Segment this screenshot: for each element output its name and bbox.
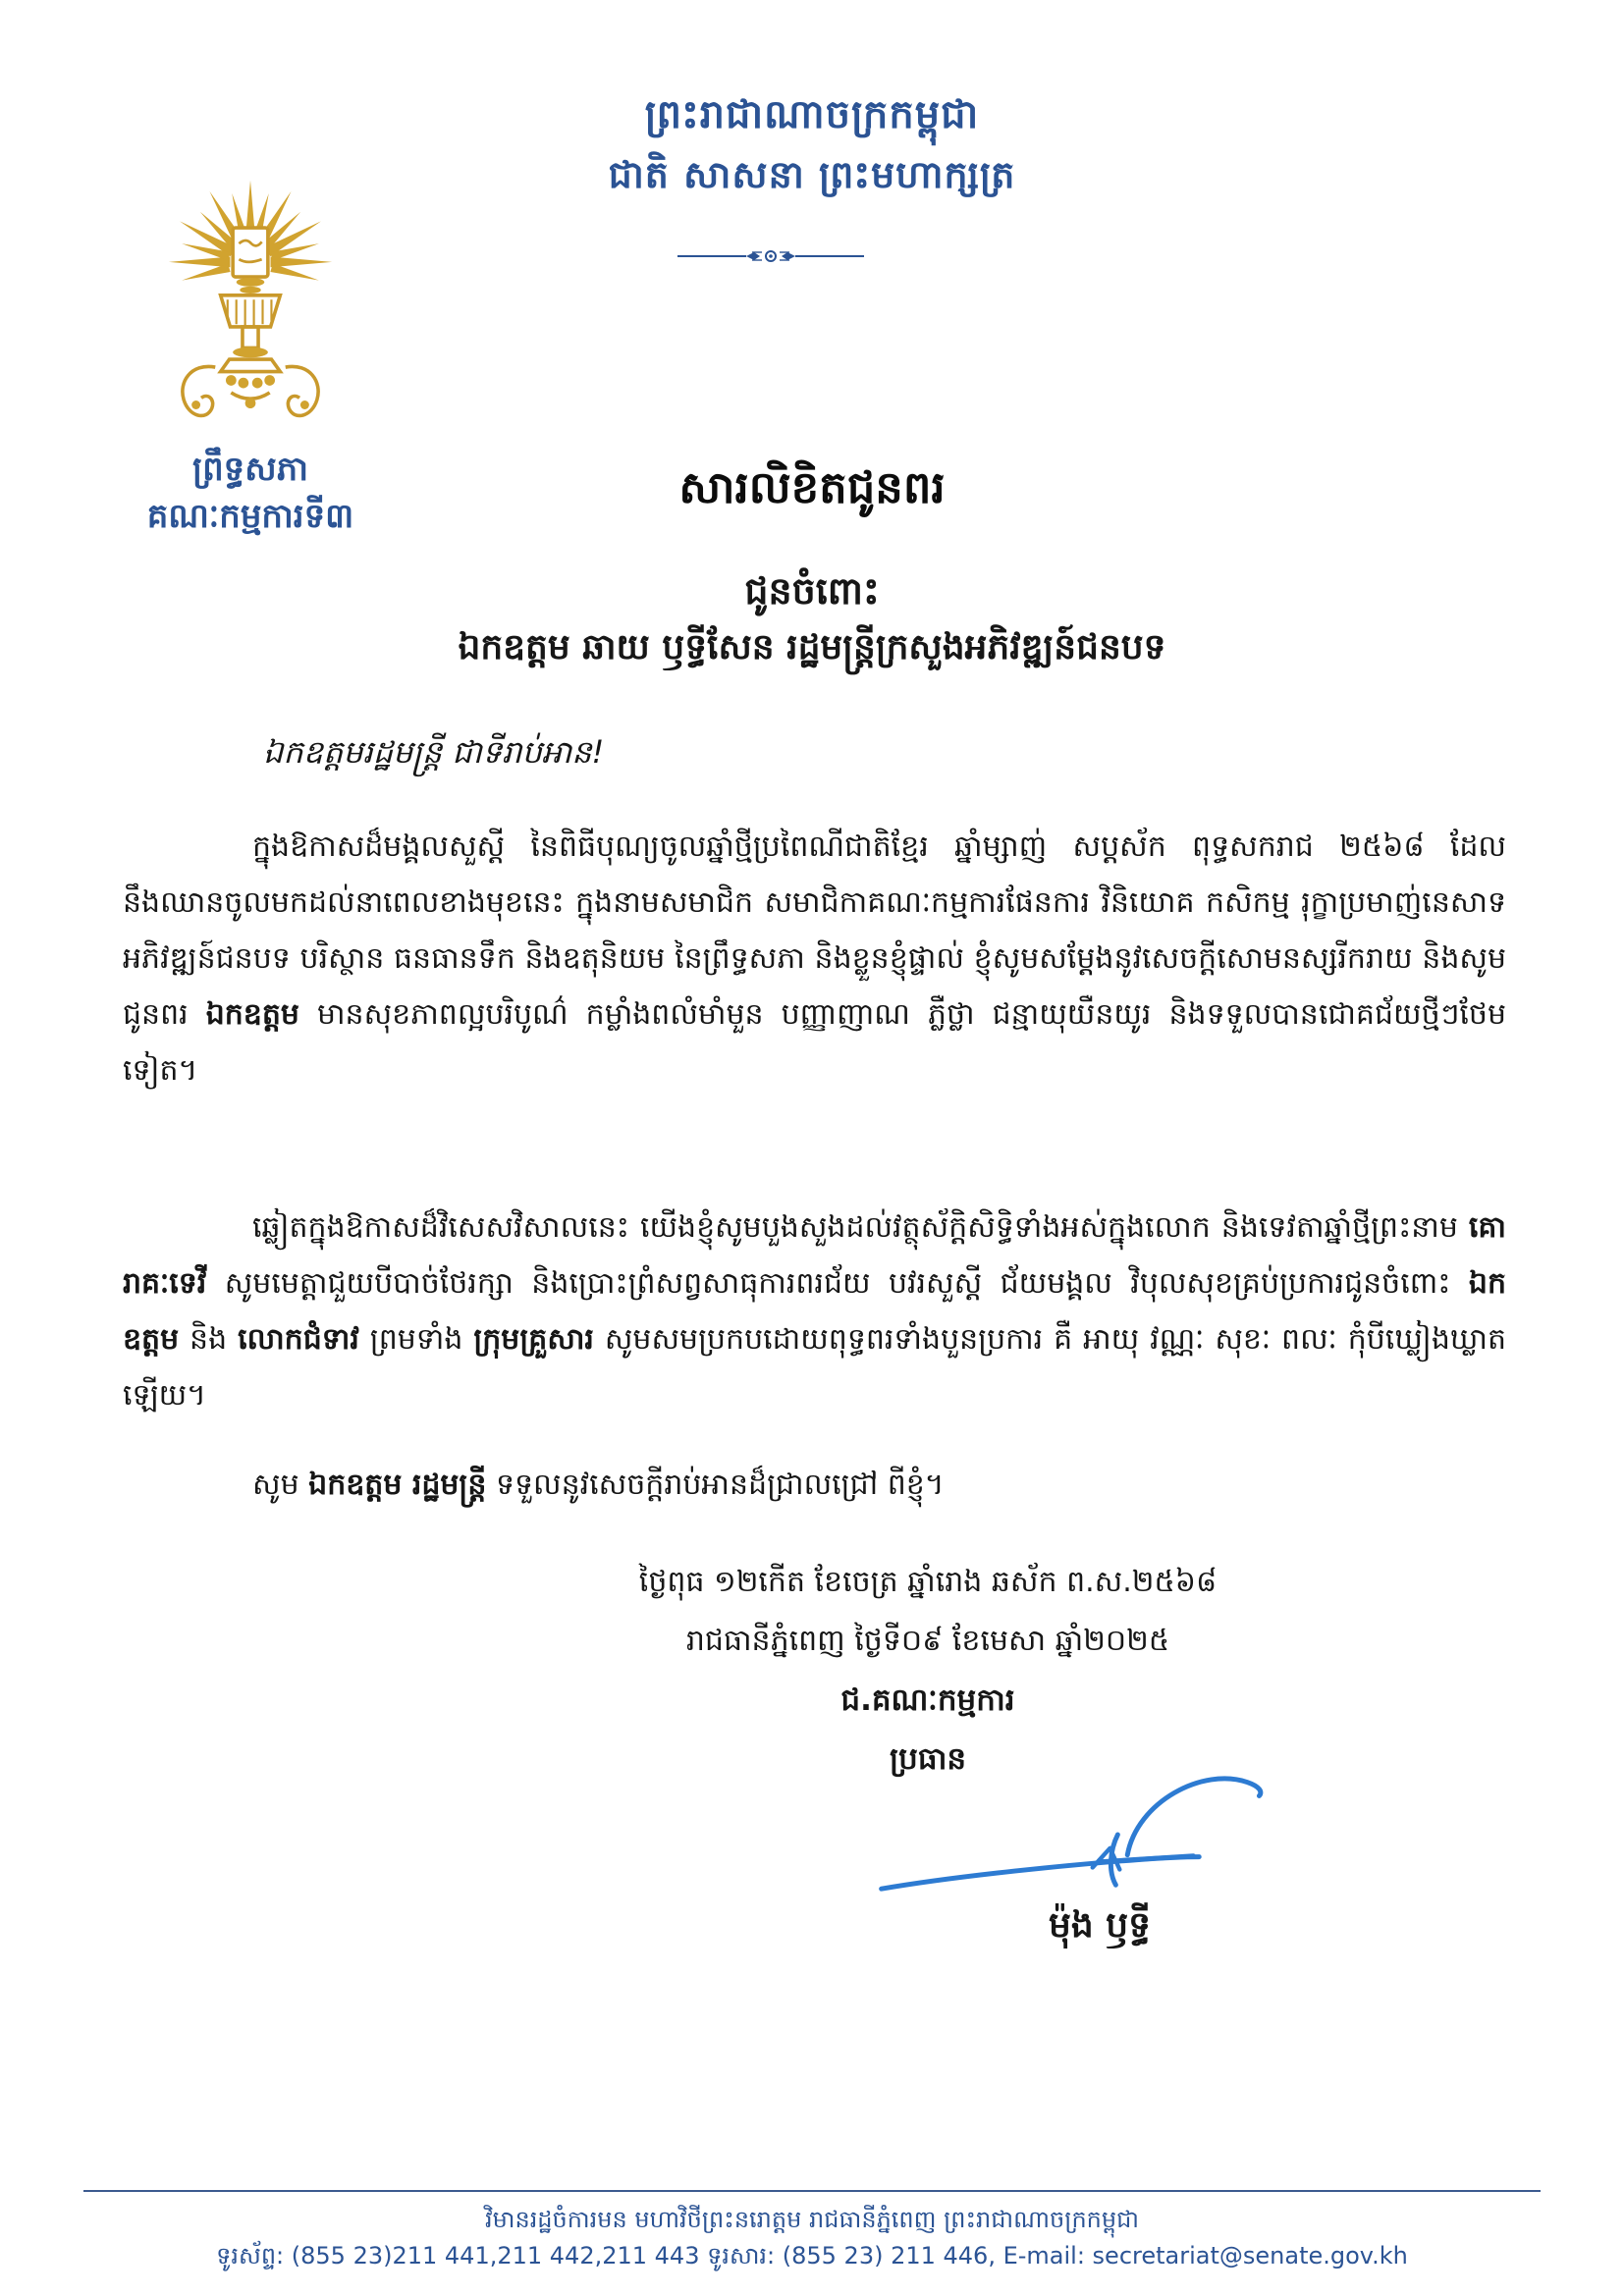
paragraph-1-text: ក្នុងឱកាសដ៏មង្គលសួស្តី នៃពិធីបុណ្យចូលឆ្នាំថ្មីប្រពៃណីជាតិខ្មែរ ឆ្នាំម្សាញ់ សប្តស័ក ពុទ្ធសករាជ ២៥៦៨ ដែលនឹងឈានចូលមកដល់នាពេលខាងមុខនេះ ក្នុងនាមសមាជិក សមាជិកាគណៈកម្មការផែនការ វិនិយោគ កសិកម្ម រុក្ខាប្រមាញ់នេសាទ អភិវឌ្ឍន៍ជនបទ បរិស្ថាន ធនធានទឹក និងឧតុនិយម នៃព្រឹទ្ធសភា និងខ្លួនខ្ញុំផ្ទាល់ ខ្ញុំសូមសម្តែងនូវសេចក្តីសោមនស្សរីករាយ និងសូមជូនពរ bbox=[123, 829, 1506, 1032]
paragraph-1-text: មានសុខភាពល្អបរិបូណ៌ កម្លាំងពលំមាំមួន បញ្ញាញាណ ភ្លឺថ្លា ជន្មាយុយឺនយូរ និងទទួលបានជោគជ័យថ្មីៗថែមទៀត។ bbox=[123, 997, 1507, 1088]
senate-label: ព្រឹទ្ធសភា bbox=[191, 450, 309, 489]
honorific-bold: លោកជំទាវ bbox=[238, 1322, 359, 1357]
nation-religion-king-motto: ជាតិ សាសនា ព្រះមហាក្សត្រ bbox=[608, 153, 1016, 196]
angel-name-bold: គោរាគៈទេវី bbox=[123, 1210, 1506, 1301]
honorific-bold: ឯកឧត្តម bbox=[123, 1266, 1506, 1357]
paragraph-2-text: និង bbox=[179, 1322, 239, 1357]
footer-phone-fax: ទូរស័ព្ទ: (855 23)211 441,211 442,211 443 ទូរសារ: (855 23) 211 446, E-mail: bbox=[216, 2242, 1093, 2269]
paragraph-2-text: ព្រមទាំង bbox=[358, 1322, 474, 1357]
footer bbox=[0, 2201, 1624, 2273]
closing-text: ទទួលនូវសេចក្តីរាប់អានដ៏ជ្រាលជ្រៅ ពីខ្ញុំ។ bbox=[486, 1468, 945, 1502]
salutation: ឯកឧត្តមរដ្ឋមន្ត្រី ជាទីរាប់អាន! bbox=[263, 733, 605, 771]
paragraph-2 bbox=[123, 1200, 1506, 1423]
paragraph-2-text: សូមមេត្តាជួយបីបាច់ថែរក្សា និងប្រោះព្រំសព្វសាធុការពរជ័យ បវរសួស្តី ជ័យមង្គល វិបុលសុខគ្រប់ប្រការជូនចំពោះ bbox=[206, 1266, 1469, 1301]
lunar-date: ថ្ងៃពុធ ១២កើត ខែចេត្រ ឆ្នាំរោង ឆស័ក ព.ស.២៥៦៨ bbox=[638, 1565, 1218, 1599]
gregorian-date: រាជធានីភ្នំពេញ ថ្ងៃទី០៩ ខែមេសា ឆ្នាំ២០២៥ bbox=[685, 1624, 1170, 1658]
senate-gold-sunburst-emblem-icon bbox=[152, 427, 349, 446]
letter-title: សារលិខិតជូនពរ bbox=[678, 461, 946, 513]
ornamental-divider-icon bbox=[677, 247, 864, 265]
footer-address: វិមានរដ្ឋចំការមន មហាវិថីព្រះនរោត្តម រាជធានីភ្នំពេញ ព្រះរាជាណាចក្រកម្ពុជា bbox=[484, 2206, 1139, 2233]
committee-label: គណៈកម្មការទី៣ bbox=[146, 497, 354, 536]
family-bold: ក្រុមគ្រួសារ bbox=[473, 1322, 594, 1357]
paragraph-2-text: សូមសមប្រកបដោយពុទ្ធពរទាំងបួនប្រការ គឺ អាយុ វណ្ណៈ សុខៈ ពលៈ កុំបីឃ្លៀងឃ្លាតឡើយ។ bbox=[123, 1322, 1506, 1413]
handwritten-signature-icon bbox=[872, 1759, 1272, 1904]
closing-text: សូម bbox=[252, 1468, 309, 1502]
addressee-name: ឯកឧត្តម ឆាយ ឫទ្ធីសែន រដ្ឋមន្ត្រីក្រសួងអភិវឌ្ឍន៍ជនបទ bbox=[458, 627, 1166, 667]
signoff-block bbox=[589, 1553, 1267, 1789]
footer-divider bbox=[83, 2190, 1541, 2192]
kingdom-title: ព្រះរាជាណាចក្រកម្ពុជា bbox=[644, 92, 980, 137]
addressee-label: ជូនចំពោះ bbox=[744, 569, 880, 613]
signer-name: ម៉ុង ឫទ្ធី bbox=[1049, 1905, 1151, 1946]
honorific-bold: ឯកឧត្តម រដ្ឋមន្ត្រី bbox=[308, 1468, 487, 1502]
on-behalf-of-committee: ជ.គណៈកម្មការ bbox=[840, 1682, 1015, 1718]
paragraph-2-text: ឆ្លៀតក្នុងឱកាសដ៏វិសេសវិសាលនេះ យើងខ្ញុំសូមបួងសួងដល់វត្ថុស័ក្តិសិទ្ធិទាំងអស់ក្នុងលោក និងទេវតាឆ្នាំថ្មីព្រះនាម bbox=[252, 1210, 1469, 1245]
closing-line bbox=[123, 1457, 1506, 1513]
footer-email-link[interactable]: secretariat@senate.gov.kh bbox=[1092, 2242, 1408, 2269]
signer-role: ប្រធាន bbox=[889, 1741, 967, 1777]
paragraph-1 bbox=[123, 819, 1506, 1098]
footer-contact bbox=[0, 2238, 1624, 2273]
honorific-bold: ឯកឧត្តម bbox=[205, 997, 299, 1032]
